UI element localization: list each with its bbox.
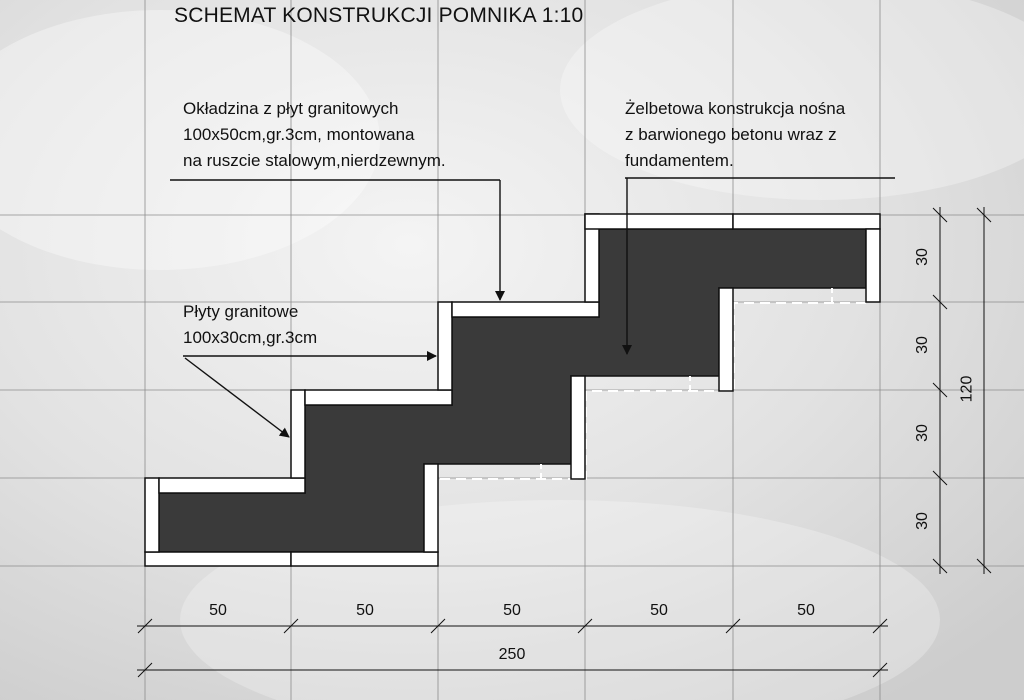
annotation-slabs	[183, 299, 317, 351]
annotation-concrete-line: fundamentem.	[625, 151, 734, 170]
dimension-height-segment: 30	[913, 336, 931, 354]
dimension-width-segment: 50	[209, 602, 227, 619]
dimension-width-segment: 50	[503, 602, 521, 619]
dimension-height-segment: 30	[913, 248, 931, 266]
annotation-cladding-line: 100x50cm,gr.3cm, montowana	[183, 125, 415, 144]
annotation-concrete	[625, 96, 845, 174]
dimension-height-total: 120	[958, 375, 976, 403]
dimension-width-segment: 50	[797, 602, 815, 619]
annotation-slabs-line: 100x30cm,gr.3cm	[183, 328, 318, 347]
dimension-height-segment: 30	[913, 512, 931, 530]
annotation-concrete-line: z barwionego betonu wraz z	[625, 125, 837, 144]
dimension-height-segment: 30	[913, 424, 931, 442]
annotation-cladding-line: Okładzina z płyt granitowych	[183, 99, 399, 118]
annotation-concrete-line: Żelbetowa konstrukcja nośna	[625, 99, 846, 118]
annotation-cladding-line: na ruszcie stalowym,nierdzewnym.	[183, 151, 446, 170]
dimension-width-segment: 50	[356, 602, 374, 619]
dimension-width-total: 250	[498, 646, 526, 663]
annotation-slabs-line: Płyty granitowe	[183, 302, 299, 321]
drawing-title: SCHEMAT KONSTRUKCJI POMNIKA 1:10	[174, 4, 584, 27]
dimension-width-segment: 50	[650, 602, 668, 619]
annotation-cladding	[183, 96, 446, 174]
